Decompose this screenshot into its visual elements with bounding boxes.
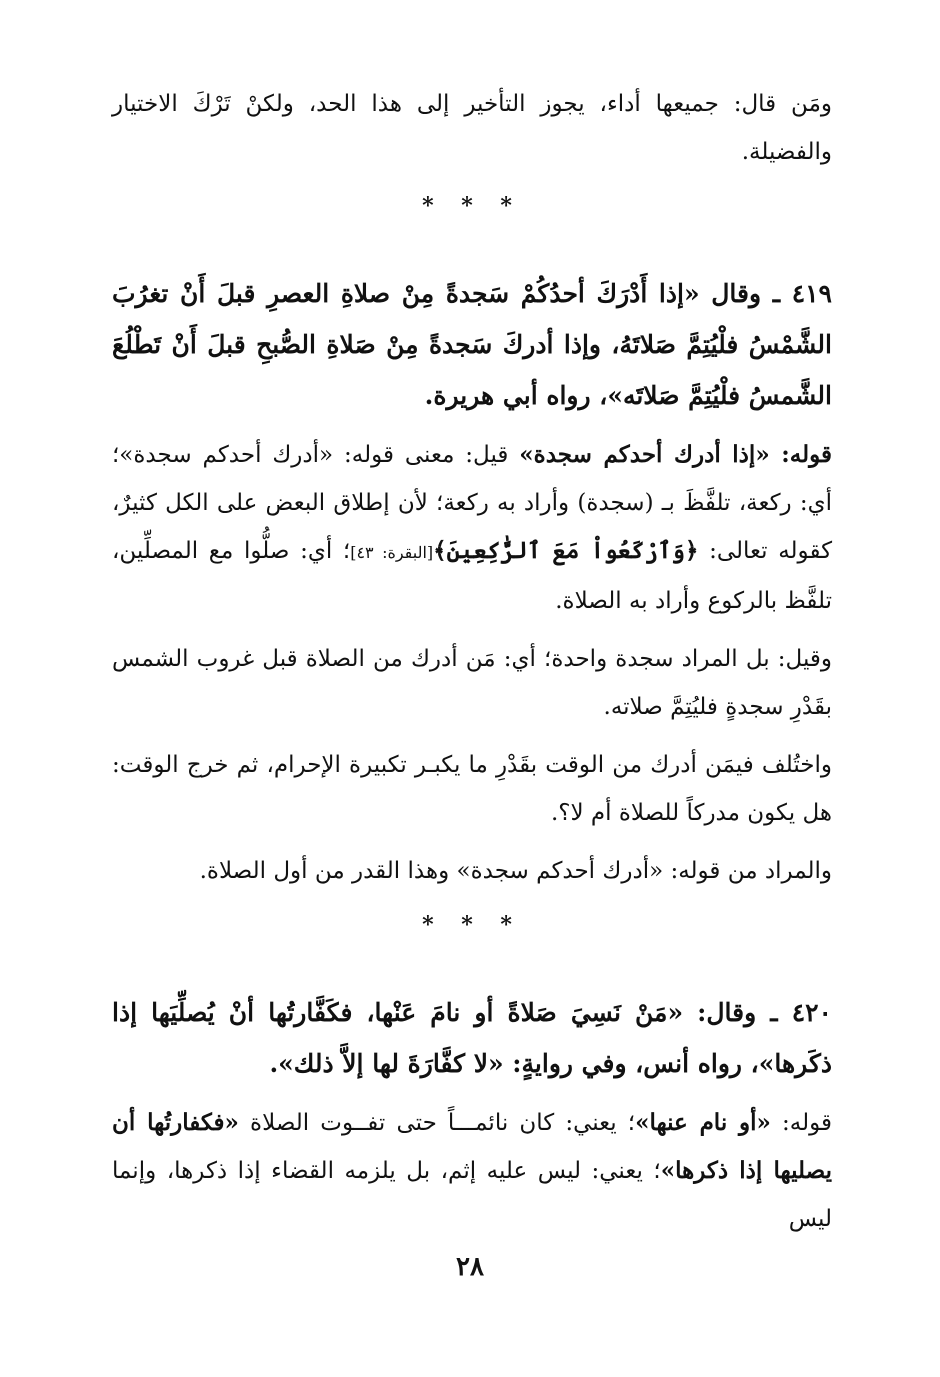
quran-reference: [البقرة: ٤٣] [350,543,434,562]
hadith-420-text: ٤٢٠ ـ وقال: «مَنْ نَسِيَ صَلاةً أو نامَ عَنْها، فكَفَّارتُها أنْ يُصلِّيَها إذا ذكَرها»، رواه أنس، وفي روايةٍ: «لا كفَّارَةَ لها إلاَّ ذلك». [112,998,832,1078]
section-separator: * * * [422,193,522,219]
hadith-420-block [112,987,832,1089]
intro-paragraph: ومَن قال: جميعها أداء، يجوز التأخير إلى هذا الحد، ولكنْ تَرْكَ الاختيار والفضيلة. [112,91,832,165]
commentary-1-text-a: قيل: معنى قوله: «أدرك أحدكم سجدة»؛ أي: ركعة، تلفَّظَ بـ (سجدة) وأراد به ركعة؛ لأن إطلاق البعض على الكل كثيرٌ، كقوله تعالى: [112,442,833,564]
commentary-1-lead: قوله: «إذا أدرك أحدكم سجدة» [519,441,832,468]
commentary-5-bold-1: «أو نام عنها» [635,1109,771,1136]
commentary-5-text-b: ؛ يعني: ليس عليه إثم، بل يلزمه القضاء إذا ذكرها، وإنما ليس [112,1158,832,1232]
page-body [112,80,832,1243]
hadith-419-text: ٤١٩ ـ وقال «إذا أَدْرَكَ أحدُكُمْ سَجدةً مِنْ صلاةِ العصرِ قبلَ أَنْ تغرُبَ الشَّمْسُ فلْيُتِمَّ صَلاتَهُ، وإذا أدركَ سَجدةً مِنْ صَلاةِ الصُّبحِ قبلَ أَنْ تَطْلُعَ الشَّمسُ فلْيُتِمَّ صَلاتَه»، رواه أبي هريرة. [112,279,832,410]
commentary-paragraph-3: واختُلف فيمَن أدرك من الوقت بقَدْرِ ما يكبـر تكبيرة الإحرام، ثم خرج الوقت: هل يكون مدركاً للصلاة أم لا؟. [112,752,832,826]
commentary-paragraph-5 [112,1099,832,1243]
commentary-paragraph-1 [112,431,832,625]
commentary-5-lead: قوله: [770,1110,833,1136]
quran-verse: ﴿وَٱرْكَعُواْ مَعَ ٱلرَّٰكِعِينَ﴾ [433,537,699,564]
page-number: ٢٨ [456,1252,484,1282]
commentary-paragraph-4: والمراد من قوله: «أدرك أحدكم سجدة» وهذا القدر من أول الصلاة. [199,858,832,884]
section-separator-2: * * * [422,912,522,938]
commentary-paragraph-2: وقيل: بل المراد سجدة واحدة؛ أي: مَن أدرك من الصلاة قبل غروب الشمس بقَدْرِ سجدةٍ فليُتِمَّ صلاته. [112,646,832,720]
commentary-5-text-a: ؛ يعني: كان نائمـــاً حتى تفــوت الصلاة [238,1110,636,1136]
commentary-1-text-b: ؛ أي: صلُّوا مع المصلِّين، تلفَّظ بالركوع وأراد به الصلاة. [112,538,832,614]
hadith-419-block [112,268,832,421]
commentary-5-bold-2: «فكفارتُها أن يصليها إذا ذكرها» [112,1109,832,1184]
